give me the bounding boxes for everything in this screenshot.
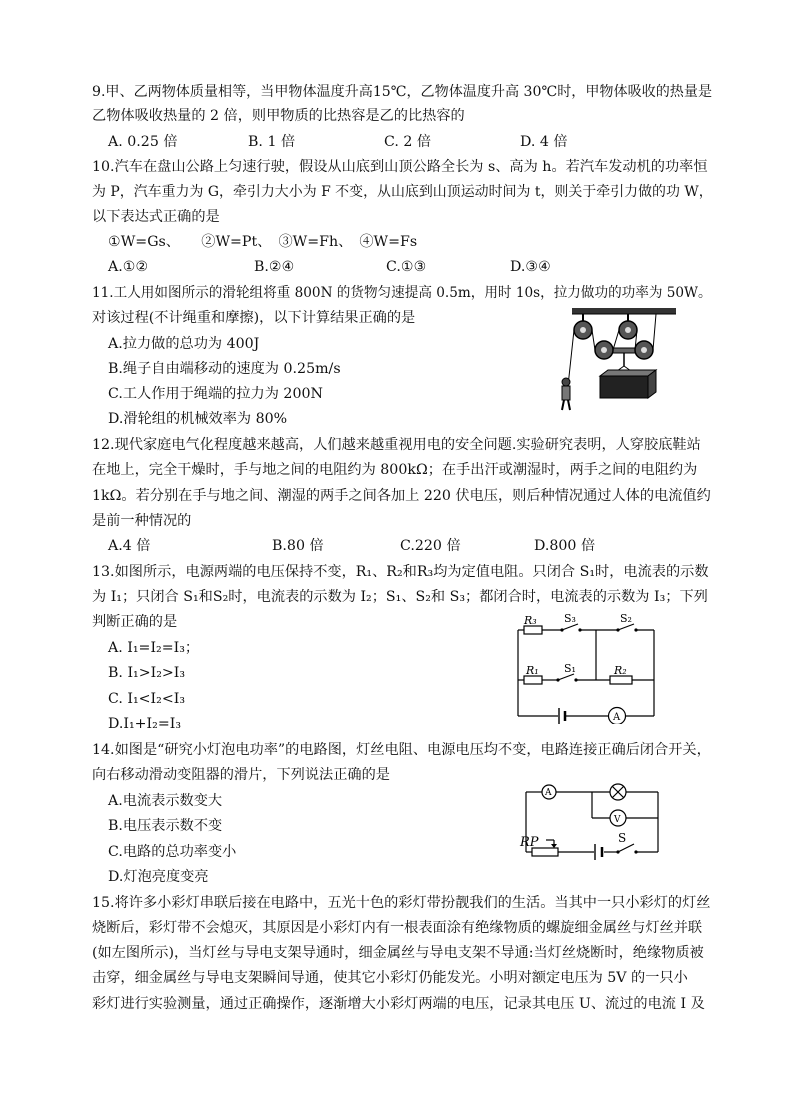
q13-option-a: A. I₁=I₂=I₃； xyxy=(108,640,200,656)
q13-label-s1: S₁ xyxy=(564,662,576,675)
q13-label-r3: R₃ xyxy=(524,614,537,627)
q13-option-c: C. I₁<I₂<I₃ xyxy=(108,691,186,707)
q10-expressions: ①W=Gs、 ②W=Pt、 ③W=Fh、 ④W=Fs xyxy=(108,234,418,250)
q9-options xyxy=(108,132,668,152)
q14-label-rp: RP xyxy=(520,835,539,850)
q14-option-a: A.电流表示数变大 xyxy=(108,793,223,809)
q12-option-b: B.80 倍 xyxy=(272,538,324,554)
q14-line2: 向右移动滑动变阻器的滑片，下列说法正确的是 xyxy=(92,767,390,783)
q10-options xyxy=(108,257,668,277)
q14-line1: 14.如图是“研究小灯泡电功率”的电路图，灯丝电阻、电源电压均不变，电路连接正确后闭合开关， xyxy=(92,742,711,758)
q13-label-s2: S₂ xyxy=(620,612,632,625)
q15-line5: 彩灯进行实验测量，通过正确操作，逐渐增大小彩灯两端的电压，记录其电压 U、流过的电流 I 及 xyxy=(92,996,705,1012)
q9-option-d: D. 4 倍 xyxy=(520,134,568,150)
q11-option-c: C.工人作用于绳端的拉力为 200N xyxy=(108,386,323,402)
q12-options xyxy=(108,536,668,556)
q9-line1: 9.甲、乙两物体质量相等，当甲物体温度升高15℃，乙物体温度升高 30℃时，甲物体吸收的热量是 xyxy=(92,84,713,100)
q10-option-c: C.①③ xyxy=(386,259,427,275)
q12-line1: 12.现代家庭电气化程度越来越高，人们越来越重视用电的安全问题.实验研究表明，人穿胶底鞋站 xyxy=(92,437,701,453)
q14-label-switch: S xyxy=(618,831,627,845)
q11-line2: 对该过程(不计绳重和摩擦)，以下计算结果正确的是 xyxy=(92,310,416,326)
q14-voltmeter-label: V xyxy=(614,815,621,825)
q13-line2: 为 I₁；只闭合 S₁和S₂时，电流表的示数为 I₂；S₁、S₂和 S₃；都闭合时，电流表的示数为 I₃；下列 xyxy=(92,589,708,605)
q15-line3: (如左图所示)，当灯丝与导电支架导通时，细金属丝与导电支架不导通:当灯丝烧断时，绝缘物质被 xyxy=(92,945,704,961)
q14-circuit-diagram xyxy=(518,780,670,862)
q12-option-c: C.220 倍 xyxy=(400,538,461,554)
q14-option-c: C.电路的总功率变小 xyxy=(108,844,237,860)
q9-option-b: B. 1 倍 xyxy=(248,134,296,150)
q9-option-c: C. 2 倍 xyxy=(384,134,432,150)
q15-line1: 15.将许多小彩灯串联后接在电路中，五光十色的彩灯带扮靓我们的生活。当其中一只小彩灯的灯丝 xyxy=(92,895,711,911)
q11-option-b: B.绳子自由端移动的速度为 0.25m/s xyxy=(108,361,341,377)
q13-option-b: B. I₁>I₂>I₃ xyxy=(108,665,186,681)
q14-option-b: B.电压表示数不变 xyxy=(108,818,223,834)
q12-line2: 在地上，完全干燥时，手与地之间的电阻约为 800kΩ；在手出汗或潮湿时，两手之间的电阻约为 xyxy=(92,462,698,478)
q11-line1: 11.工人用如图所示的滑轮组将重 800N 的货物匀速提高 0.5m，用时 10s，拉力做功的功率为 50W。 xyxy=(92,285,712,301)
q9-option-a: A. 0.25 倍 xyxy=(108,134,178,150)
q13-label-r2: R₂ xyxy=(614,664,627,677)
q10-option-b: B.②④ xyxy=(254,259,295,275)
q13-ammeter-label: A xyxy=(613,712,621,723)
q9-line2: 乙物体吸收热量的 2 倍，则甲物质的比热容是乙的比热容的 xyxy=(92,108,465,124)
pulley-figure xyxy=(548,306,678,412)
q11-option-d: D.滑轮组的机械效率为 80% xyxy=(108,411,288,427)
q10-line3: 以下表达式正确的是 xyxy=(92,209,220,225)
q15-line4: 击穿，细金属丝与导电支架瞬间导通，使其它小彩灯仍能发光。小明对额定电压为 5V 的一只小 xyxy=(92,970,688,986)
q13-circuit-diagram xyxy=(510,612,665,724)
q14-ammeter-label: A xyxy=(545,788,552,798)
q13-line1: 13.如图所示，电源两端的电压保持不变，R₁、R₂和R₃均为定值电阻。只闭合 S₁时，电流表的示数 xyxy=(92,564,709,580)
q10-option-d: D.③④ xyxy=(510,259,551,275)
q10-line2: 为 P，汽车重力为 G，牵引力大小为 F 不变，从山底到山顶运动时间为 t，则关于牵引力做的功 W， xyxy=(92,184,713,200)
q10-option-a: A.①② xyxy=(108,259,149,275)
q10-line1: 10.汽车在盘山公路上匀速行驶，假设从山底到山顶公路全长为 s、高为 h。若汽车发动机的功率恒 xyxy=(92,159,708,175)
q12-option-d: D.800 倍 xyxy=(534,538,596,554)
q13-option-d: D.I₁+I₂=I₃ xyxy=(108,716,182,732)
q15-line2: 烧断后，彩灯带不会熄灭，其原因是小彩灯内有一根表面涂有绝缘物质的螺旋细金属丝与灯丝并联 xyxy=(92,920,703,936)
q11-option-a: A.拉力做的总功为 400J xyxy=(108,336,260,352)
q12-option-a: A.4 倍 xyxy=(108,538,151,554)
q12-line4: 是前一种情况的 xyxy=(92,513,192,529)
q12-line3: 1kΩ。若分别在手与地之间、潮湿的两手之间各加上 220 伏电压，则后种情况通过人体的电流值约 xyxy=(92,488,711,504)
q14-option-d: D.灯泡亮度变亮 xyxy=(108,869,209,885)
q13-line3: 判断正确的是 xyxy=(92,614,178,630)
q13-label-s3: S₃ xyxy=(564,612,576,625)
q13-label-r1: R₁ xyxy=(526,664,539,677)
